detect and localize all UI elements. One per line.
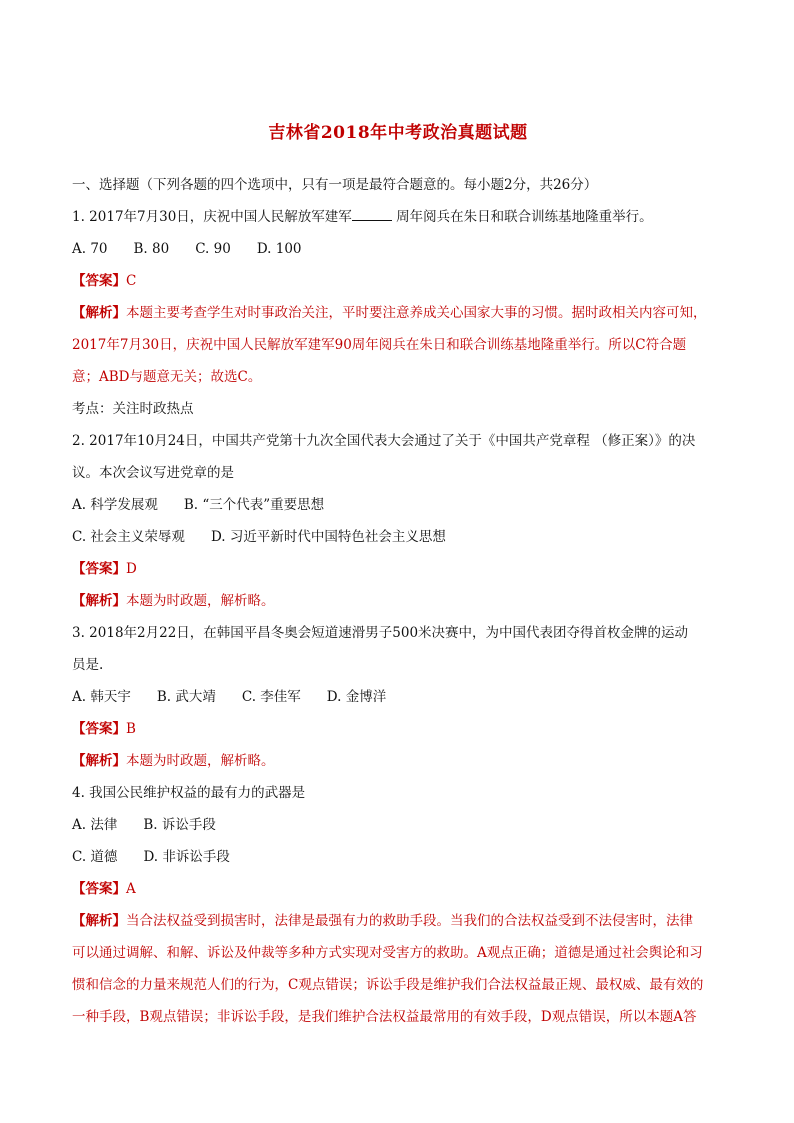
question-stem: 4. 我国公民维护权益的最有力的武器是 — [72, 785, 306, 801]
answer-line — [72, 553, 724, 585]
option-d: D. 习近平新时代中国特色社会主义思想 — [210, 529, 446, 545]
analysis-line: 2017年7月30日，庆祝中国人民解放军建军90周年阅兵在朱日和联合训练基地隆重举行。所以C符合题 — [72, 337, 687, 353]
question-stem: 员是. — [72, 657, 104, 673]
analysis-line: 【解析】本题为时政题，解析略。 — [72, 593, 275, 609]
question-stem: 3. 2018年2月22日，在韩国平昌冬奥会短道速滑男子500米决赛中，为中国代表团夺得首枚金牌的运动 — [72, 625, 689, 641]
analysis-line: 【解析】本题为时政题，解析略。 — [72, 753, 275, 769]
answer-value: D — [126, 561, 137, 577]
analysis-tag: 【解析】 — [72, 593, 126, 609]
analysis-tag: 【解析】 — [72, 753, 126, 769]
option-c: C. 90 — [195, 241, 231, 257]
question-options — [72, 233, 724, 265]
answer-tag: 【答案】 — [72, 273, 126, 289]
question-options — [72, 841, 724, 873]
question-options — [72, 521, 724, 553]
analysis-line: 意；ABD与题意无关；故选C。 — [72, 369, 262, 385]
answer-line — [72, 265, 724, 297]
option-d: D. 金博洋 — [326, 689, 387, 705]
question-3 — [72, 617, 724, 777]
answer-tag: 【答案】 — [72, 561, 126, 577]
question-stem: 议。本次会议写进党章的是 — [72, 465, 234, 481]
question-2 — [72, 425, 724, 617]
question-stem: 1. 2017年7月30日，庆祝中国人民解放军建军 周年阅兵在朱日和联合训练基地隆重举行。 — [72, 201, 724, 233]
page-title: 吉林省2018年中考政治真题试题 — [268, 123, 528, 143]
option-c: C. 李佳军 — [241, 689, 301, 705]
analysis-line: 【解析】本题主要考查学生对时事政治关注，平时要注意养成关心国家大事的习惯。据时政相关内容可知， — [72, 305, 707, 321]
option-a: A. 法律 — [72, 817, 118, 833]
section-header: 一、选择题（下列各题的四个选项中，只有一项是最符合题意的。每小题2分，共26分） — [72, 177, 598, 193]
analysis-line: 一种手段，B观点错误；非诉讼手段，是我们维护合法权益最常用的有效手段，D观点错误，所以本题A答 — [72, 1009, 697, 1025]
analysis-tag: 【解析】 — [72, 913, 126, 929]
answer-tag: 【答案】 — [72, 721, 126, 737]
answer-blank — [352, 206, 392, 221]
analysis-line: 可以通过调解、和解、诉讼及仲裁等多种方式实现对受害方的救助。A观点正确；道德是通过社会舆论和习 — [72, 945, 703, 961]
answer-value: C — [126, 273, 137, 289]
option-d: D. 非诉讼手段 — [143, 849, 230, 865]
option-a: A. 70 — [72, 241, 108, 257]
answer-tag: 【答案】 — [72, 881, 126, 897]
option-c: C. 社会主义荣辱观 — [72, 529, 185, 545]
analysis-tag: 【解析】 — [72, 305, 126, 321]
option-b: B. 80 — [133, 241, 170, 257]
question-options — [72, 489, 724, 521]
kaodian-line: 考点：关注时政热点 — [72, 401, 194, 417]
question-4 — [72, 777, 724, 1033]
document-page — [72, 118, 724, 1033]
answer-value: A — [126, 881, 136, 897]
answer-line — [72, 873, 724, 905]
answer-line — [72, 713, 724, 745]
question-1 — [72, 201, 724, 425]
option-b: B. 诉讼手段 — [143, 817, 216, 833]
question-options — [72, 681, 724, 713]
option-b: B. 武大靖 — [156, 689, 216, 705]
question-options — [72, 809, 724, 841]
question-stem: 2. 2017年10月24日，中国共产党第十九次全国代表大会通过了关于《中国共产党章程 （修正案）》的决 — [72, 433, 696, 449]
option-d: D. 100 — [256, 241, 302, 257]
analysis-line: 惯和信念的力量来规范人们的行为，C观点错误；诉讼手段是维护我们合法权益最正规、最权威、最有效的 — [72, 977, 704, 993]
option-b: B. “三个代表”重要思想 — [183, 497, 325, 513]
option-a: A. 韩天宇 — [72, 689, 131, 705]
analysis-line: 【解析】当合法权益受到损害时，法律是最强有力的救助手段。当我们的合法权益受到不法侵害时，法律 — [72, 913, 693, 929]
option-c: C. 道德 — [72, 849, 118, 865]
option-a: A. 科学发展观 — [72, 497, 158, 513]
answer-value: B — [126, 721, 136, 737]
